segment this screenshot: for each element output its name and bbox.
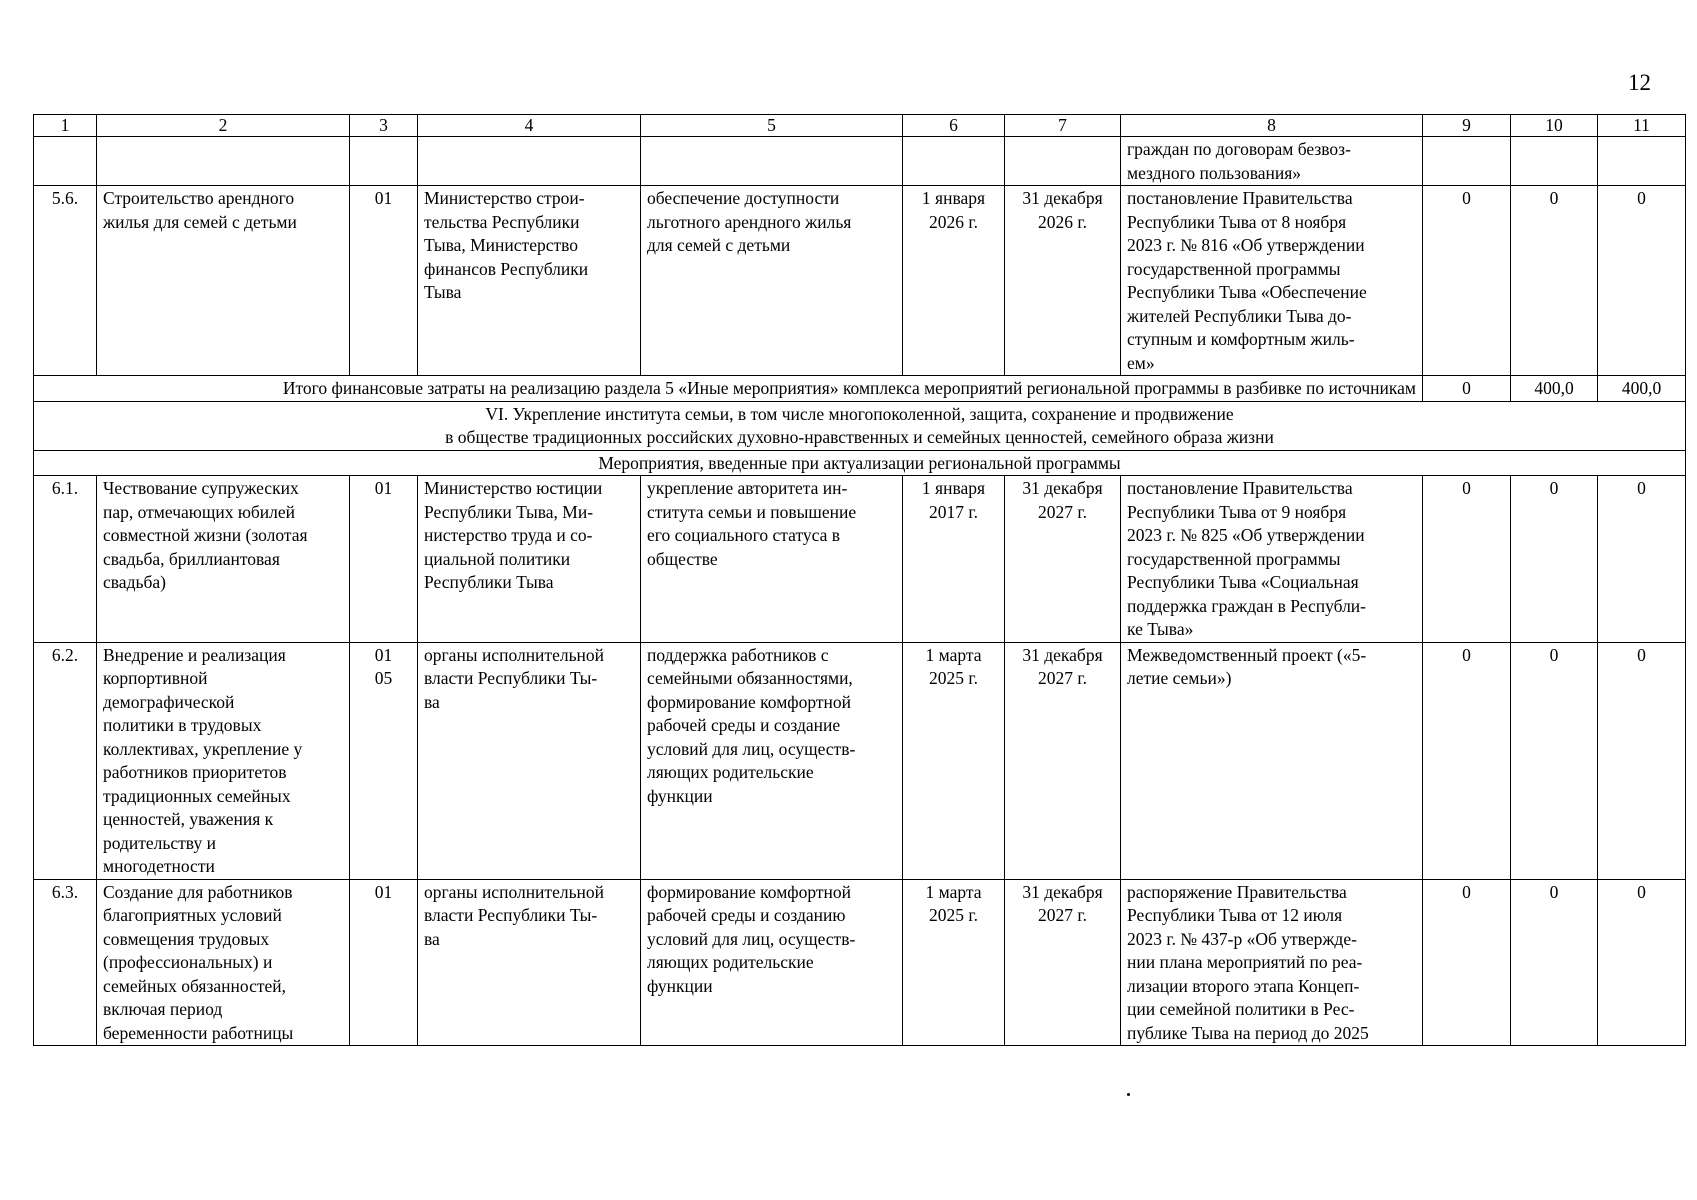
code-cell: 01 [350,476,418,643]
start-date: 1 января 2017 г. [903,476,1005,643]
column-number: 10 [1511,115,1598,137]
measure-name: Создание для работников благоприятных условий совмещения трудовых (профессиональных) и семейных обязанностей, включая период беременности работницы [97,879,350,1046]
row-number: 6.3. [34,879,97,1046]
basis-cell: граждан по договорам безвоз- мездного пользования» [1121,137,1423,186]
column-number: 7 [1005,115,1121,137]
basis-cell: распоряжение Правительства Республики Тыва от 12 июля 2023 г. № 437-р «Об утвержде- нии плана мероприятий по реа- лизации второго этапа Концеп- ции семейной политики в Рес- публике Тыва на период до 2025 [1121,879,1423,1046]
value-cell: 0 [1423,186,1511,376]
column-number: 11 [1598,115,1686,137]
column-number: 8 [1121,115,1423,137]
value-cell: 0 [1598,186,1686,376]
column-number: 2 [97,115,350,137]
table-row [34,186,1686,376]
column-number-row [34,115,1686,137]
basis-cell: постановление Правительства Республики Тыва от 8 ноября 2023 г. № 816 «Об утверждении государственной программы Республики Тыва «Обеспечение жителей Республики Тыва до- ступным и комфортным жиль- ем» [1121,186,1423,376]
value-cell: 0 [1598,476,1686,643]
value-cell: 0 [1598,642,1686,879]
section-title: VI. Укрепление института семьи, в том числе многопоколенной, защита, сохранение и продвижение в обществе традиционных российских духовно-нравственных и семейных ценностей, семейного образа жизни [34,401,1686,450]
table-row [34,879,1686,1046]
total-value: 0 [1423,376,1511,402]
column-number: 1 [34,115,97,137]
measure-name: Чествование супружеских пар, отмечающих юбилей совместной жизни (золотая свадьба, бриллиантовая свадьба) [97,476,350,643]
row-number: 5.6. [34,186,97,376]
section-title-row [34,401,1686,450]
result-cell: обеспечение доступности льготного арендного жилья для семей с детьми [641,186,903,376]
total-label: Итого финансовые затраты на реализацию раздела 5 «Иные мероприятия» комплекса мероприятий региональной программы в разбивке по источникам [34,376,1423,402]
value-cell: 0 [1423,476,1511,643]
row-number: 6.1. [34,476,97,643]
value-cell: 0 [1511,186,1598,376]
basis-cell: постановление Правительства Республики Тыва от 9 ноября 2023 г. № 825 «Об утверждении государственной программы Республики Тыва «Социальная поддержка граждан в Республи- ке Тыва» [1121,476,1423,643]
end-date: 31 декабря 2026 г. [1005,186,1121,376]
page-number: 12 [1628,70,1651,95]
subsection-title-row [34,450,1686,476]
value-cell: 0 [1423,642,1511,879]
total-value: 400,0 [1511,376,1598,402]
column-number: 6 [903,115,1005,137]
total-row [34,376,1686,402]
row-number: 6.2. [34,642,97,879]
end-date: 31 декабря 2027 г. [1005,642,1121,879]
scan-dot [1127,1093,1130,1096]
column-number: 4 [418,115,641,137]
result-cell: формирование комфортной рабочей среды и созданию условий для лиц, осуществ- ляющих родительские функции [641,879,903,1046]
column-number: 9 [1423,115,1511,137]
measure-name: Строительство арендного жилья для семей с детьми [97,186,350,376]
measures-table [33,114,1686,1046]
value-cell: 0 [1511,879,1598,1046]
end-date: 31 декабря 2027 г. [1005,476,1121,643]
value-cell: 0 [1511,642,1598,879]
table-row [34,642,1686,879]
executor-cell: Министерство юстиции Республики Тыва, Ми- нистерство труда и со- циальной политики Республики Тыва [418,476,641,643]
start-date: 1 марта 2025 г. [903,642,1005,879]
total-value: 400,0 [1598,376,1686,402]
value-cell: 0 [1423,879,1511,1046]
code-cell: 01 [350,879,418,1046]
result-cell: укрепление авторитета ин- ститута семьи и повышение его социального статуса в обществе [641,476,903,643]
start-date: 1 января 2026 г. [903,186,1005,376]
result-cell: поддержка работников с семейными обязанностями, формирование комфортной рабочей среды и создание условий для лиц, осуществ- ляющих родительские функции [641,642,903,879]
code-cell: 01 [350,186,418,376]
start-date: 1 марта 2025 г. [903,879,1005,1046]
executor-cell: Министерство строи- тельства Республики Тыва, Министерство финансов Республики Тыва [418,186,641,376]
column-number: 5 [641,115,903,137]
end-date: 31 декабря 2027 г. [1005,879,1121,1046]
table-row [34,476,1686,643]
value-cell: 0 [1598,879,1686,1046]
measure-name: Внедрение и реализация корпортивной демографической политики в трудовых коллективах, укрепление у работников приоритетов традиционных семейных ценностей, уважения к родительству и многодетности [97,642,350,879]
value-cell: 0 [1511,476,1598,643]
executor-cell: органы исполнительной власти Республики Ты- ва [418,879,641,1046]
basis-cell: Межведомственный проект («5- летие семьи») [1121,642,1423,879]
code-cell: 01 05 [350,642,418,879]
subsection-title: Мероприятия, введенные при актуализации региональной программы [34,450,1686,476]
executor-cell: органы исполнительной власти Республики Ты- ва [418,642,641,879]
column-number: 3 [350,115,418,137]
continuation-row [34,137,1686,186]
